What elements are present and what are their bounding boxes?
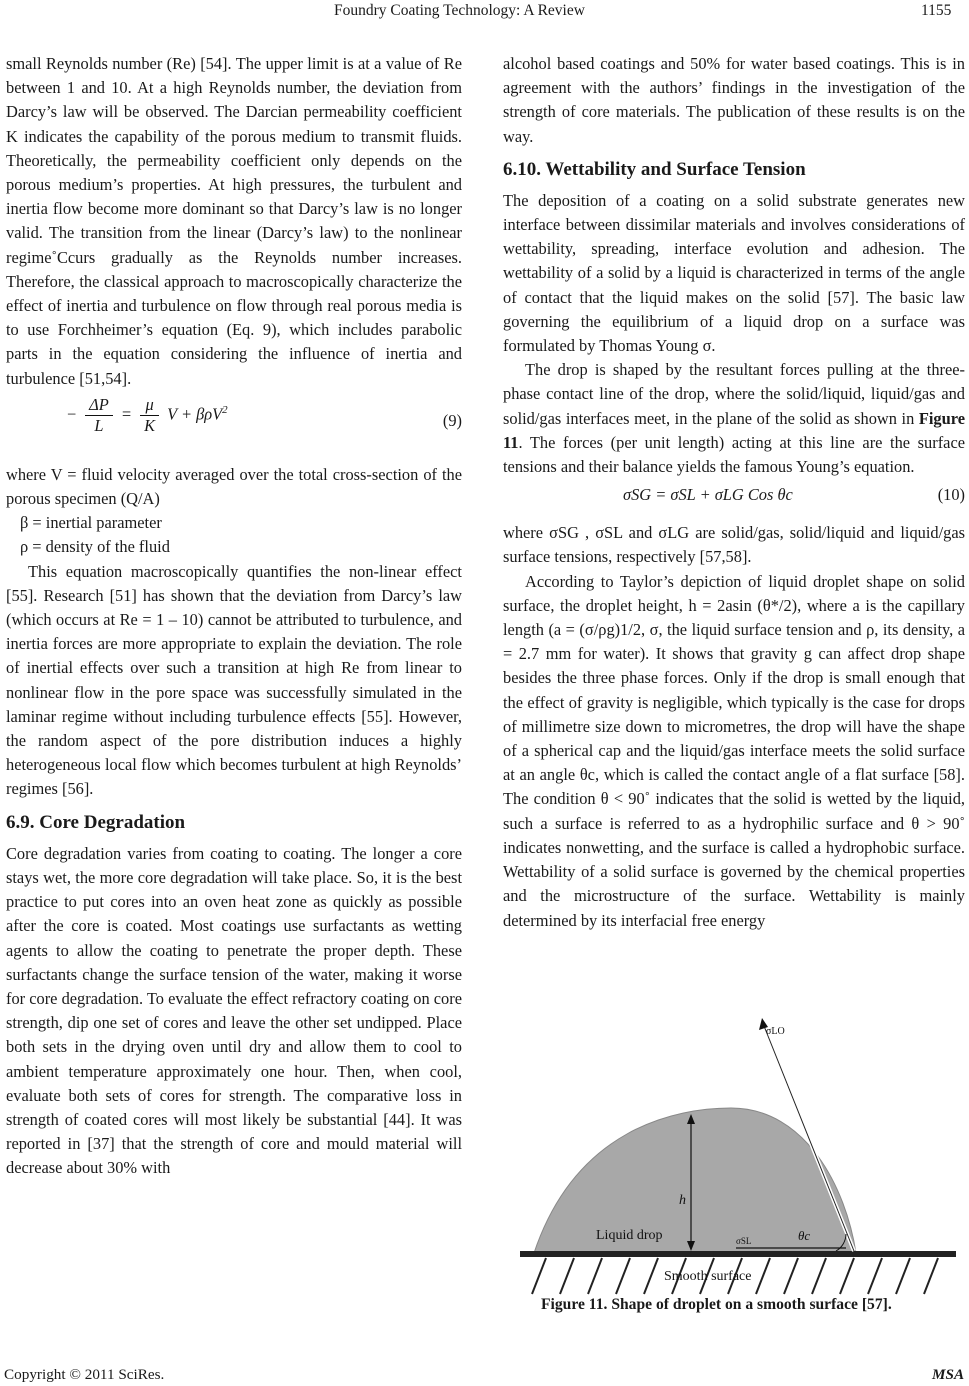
paragraph-alcohol: alcohol based coatings and 50% for water based coatings. This is in agreement with the authors’ findings in the investigation of the strength of core materials. The publication of these results is on the way.	[503, 54, 965, 146]
smooth-surface-label: Smooth surface	[664, 1269, 752, 1284]
sigma-lo-label: σLO	[766, 1026, 785, 1037]
running-header	[0, 0, 969, 28]
footer-journal: MSA	[932, 1366, 965, 1383]
running-title: Foundry Coating Technology: A Review	[334, 2, 585, 19]
eq10-label: (10)	[937, 485, 965, 505]
definition-rho: ρ = density of the fluid	[20, 537, 170, 557]
smooth-surface-line	[520, 1251, 956, 1257]
definition-beta: β = inertial parameter	[20, 513, 162, 533]
paragraph-deposition: The deposition of a coating on a solid substrate generates new interface between dissimilar materials and involves considerations of wettability, spreading, interface evolution and adhesion. The wettability of a solid by a liquid is characterized in terms of the angle of contact that the liquid makes on the solid [57]. The basic law governing the equilibrium of a liquid drop on a surface was formulated by Thomas Young σ.	[503, 190, 965, 356]
figure-11-caption: Figure 11. Shape of droplet on a smooth surface [57].	[541, 1296, 892, 1313]
section-heading-6-9: 6.9. Core Degradation	[6, 811, 186, 833]
section-heading-6-10: 6.10. Wettability and Surface Tension	[503, 158, 806, 180]
eq9-equals: =	[120, 404, 132, 424]
eq9-minus: −	[66, 404, 78, 424]
eq10-body: σSG = σSL + σLG Cos θc	[623, 485, 793, 505]
figure-11-reference[interactable]: Figure 11	[503, 408, 965, 452]
drop-shape-text-a: The drop is shaped by the resultant forces pulling at the three-phase contact line of the drop, where the solid/liquid, liquid/gas and solid/gas interfaces meet, in the plane of the solid as shown in	[503, 360, 965, 428]
eq9-rest: V + βρV	[167, 404, 223, 424]
eq9-den1: L	[94, 415, 104, 435]
drop-shape-text-b: . The forces (per unit length) acting at this line are the surface tensions and their balance yields the famous Young’s equation.	[503, 432, 965, 477]
paragraph-taylor: According to Taylor’s depiction of liquid droplet shape on solid surface, the droplet height, h = 2asin (θ*/2), where a is the capillary length (a = (σ/ρg)1/2, σ, the liquid surface tension and ρ, its density, a = 2.7 mm for water). It shows that gravity g can affect drop shape besides the three phase forces. Only if the drop is small enough that the effect of gravity is negligible, which typically is the case for drops of millimetre size down to micrometres, the drop will have the shape of a spherical cap and the liquid/gas interface meets the solid surface at an angle θc, which is called the contact angle of a flat surface [58]. The condition θ < 90˚ indicates that the solid is wetted by the liquid, such a surface is referred to as a hydrophilic surface and θ > 90˚ indicates nonwetting, and the surface is called a hydrophobic surface. Wettability of a solid surface is governed by the chemical properties and the microstructure of the surface. Wettability is mainly determined by its interfacial free energy	[503, 571, 965, 930]
paragraph-core-degradation: Core degradation varies from coating to coating. The longer a core stays wet, the more core degradation will take place. So, it is the best practice to put cores into an oven heat zone as quickly as possible after the core is coated. Most coatings use surfactants as wetting agents to allow the coating to penetrate the proper depth. These surfactants change the surface tension of the water, making it worse for core degradation. To evaluate the effect refractory coating on core strength, dip one set of cores and leave the other set undipped. Place both sets in the drying oven until dry and allow them to cool to ambient temperature approximately one hour. Then, when cool, evaluate both sets of cores for strength. The comparative loss in strength of coated cores will most likely be substantial [44]. It was reported in [37] that the strength of core and mould material will decrease about 30% with	[6, 843, 462, 1178]
liquid-drop-label: Liquid drop	[596, 1228, 663, 1243]
eq9-num2: μ	[140, 395, 159, 416]
sigma-sl-label: σSL	[736, 1236, 752, 1246]
eq9-den2: K	[144, 415, 156, 435]
figure-11-droplet-diagram	[516, 1008, 956, 1334]
page-number: 1155	[921, 2, 952, 19]
footer-copyright: Copyright © 2011 SciRes.	[4, 1366, 165, 1383]
left-column	[6, 52, 462, 1181]
eq9-num1: ΔP	[85, 395, 113, 416]
eq9-fraction-pressure	[85, 395, 113, 436]
paragraph-surface-tensions: where σSG , σSL and σLG are solid/gas, solid/liquid and liquid/gas surface tensions, respectively [57,58].	[503, 523, 965, 567]
paragraph-nonlinear: This equation macroscopically quantifies the non-linear effect [55]. Research [51] has shown that the deviation from Darcy’s law (which occurs at Re = 1 – 10) cannot be attributed to turbulence, and inertia forces are more appropriate to explain the deviation. The role of inertial effects over such a transition at high Re from linear to nonlinear flow in the pore space was successfully simulated in the laminar regime without including turbulence effects [55]. However, the random aspect of the pore distribution induces a highly heterogeneous local flow which becomes turbulent at high Reynolds’ regimes [56].	[6, 561, 462, 799]
paragraph-drop-shape	[503, 358, 965, 479]
h-label: h	[679, 1193, 686, 1208]
eq9-label: (9)	[442, 410, 462, 430]
right-column	[503, 52, 965, 933]
paragraph-darcy: small Reynolds number (Re) [54]. The upper limit is at a value of Re between 1 and 10. At a high Reynolds number, the deviation from Darcy’s law will be observed. The Darcian permeability coefficient K indicates the capability of the porous medium to transmit fluids. Theoretically, the permeability coefficient only depends on the porous medium’s properties. At high pressures, the turbulent and inertia flow become more dominant so that Darcy’s law is no longer valid. The transition from the linear (Darcy’s law) to the nonlinear regime˚Ccurs gradually as the Reynolds number increases. Therefore, the classical approach to macroscopically characterize the effect of inertia and turbulence on flow through real porous media is to use Forchheimer’s equation (Eq. 9), which includes parabolic parts in the equation considering the influence of inertia and turbulence [51,54].	[6, 54, 462, 388]
equation-9	[6, 391, 462, 463]
eq9-fraction-viscosity	[140, 395, 159, 436]
paragraph-where-v: where V = fluid velocity averaged over the total cross-section of the porous specimen (Q/A)	[6, 464, 462, 509]
theta-c-label: θc	[798, 1228, 811, 1243]
equation-10	[503, 479, 965, 521]
eq9-sup: 2	[222, 403, 228, 416]
